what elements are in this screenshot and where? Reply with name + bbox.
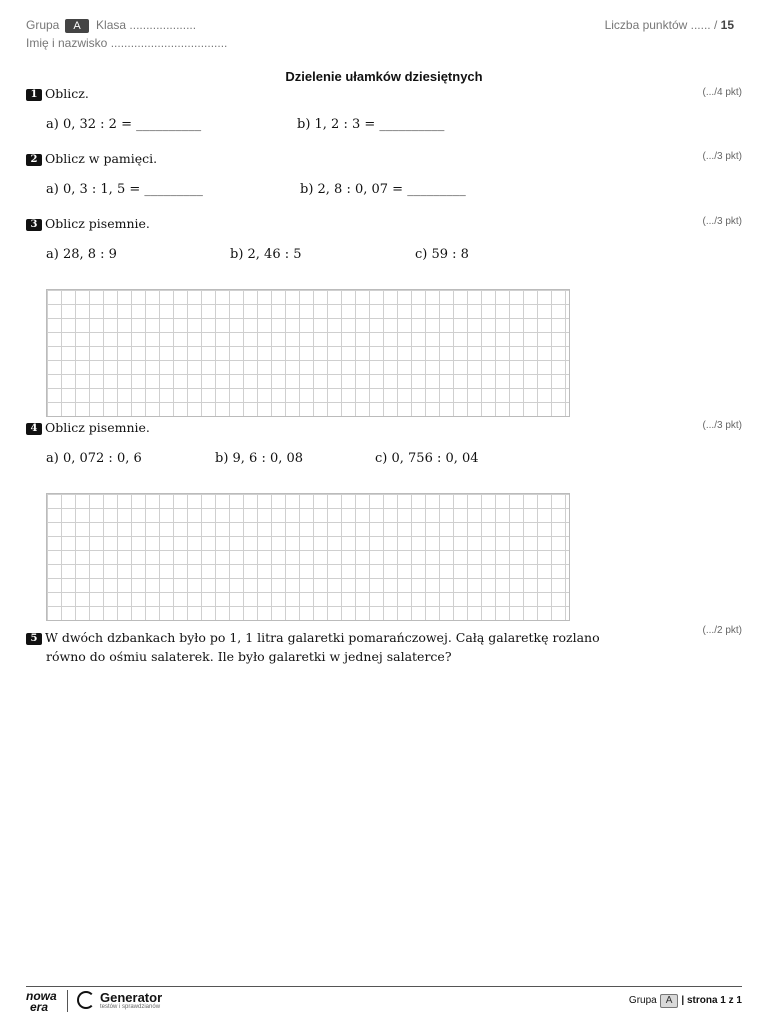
name-label: Imię i nazwisko ................................... — [26, 36, 228, 50]
task-2-heading — [26, 151, 157, 166]
task-4-number: 4 — [26, 423, 42, 435]
points-summary — [605, 18, 734, 32]
task-4-points: (.../3 pkt) — [702, 420, 742, 431]
page-title: Dzielenie ułamków dziesiętnych — [285, 69, 483, 84]
task-3-grid[interactable] — [46, 289, 570, 417]
header-group-class — [26, 18, 196, 33]
generator-logo — [100, 991, 162, 1011]
task-3-item-b: b) 2, 46 : 5 — [230, 247, 302, 262]
generator-g-icon — [77, 991, 95, 1009]
task-4-item-c: c) 0, 756 : 0, 04 — [375, 451, 479, 466]
footer-page-info — [629, 994, 742, 1008]
task-3-number: 3 — [26, 219, 42, 231]
generator-subtitle: testów i sprawdzianów — [100, 1004, 161, 1010]
task-2-text: Oblicz w pamięci. — [45, 151, 158, 166]
task-1-item-b: b) 1, 2 : 3 = __________ — [297, 117, 445, 132]
task-3-text: Oblicz pisemnie. — [45, 216, 150, 231]
task-5-text-line1: W dwóch dzbankach było po 1, 1 litra galaretki pomarańczowej. Całą galaretkę rozlano — [45, 630, 600, 645]
task-2-item-a: a) 0, 3 : 1, 5 = _________ — [46, 182, 203, 197]
task-3-heading — [26, 216, 150, 231]
group-label: Grupa — [26, 18, 60, 32]
task-4-item-b: b) 9, 6 : 0, 08 — [215, 451, 304, 466]
class-label: Klasa .................... — [96, 18, 197, 32]
generator-title: Generator — [100, 990, 163, 1005]
task-2-points: (.../3 pkt) — [702, 151, 742, 162]
task-1-text: Oblicz. — [45, 86, 89, 101]
points-label: Liczba punktów ...... / — [604, 18, 718, 32]
nowa-era-logo — [26, 991, 57, 1013]
logo-separator — [67, 990, 68, 1012]
task-1-heading — [26, 86, 89, 101]
task-3-points: (.../3 pkt) — [702, 216, 742, 227]
footer-group-badge: A — [660, 994, 679, 1008]
nowa-era-logo-line2: era — [30, 1000, 49, 1014]
task-1-points: (.../4 pkt) — [702, 87, 742, 98]
task-5-text-line2: równo do ośmiu salaterek. Ile było galaretki w jednej salaterce? — [46, 649, 452, 664]
task-4-grid[interactable] — [46, 493, 570, 621]
task-2-item-b: b) 2, 8 : 0, 07 = _________ — [300, 182, 466, 197]
task-5-number: 5 — [26, 633, 42, 645]
group-badge: A — [65, 19, 88, 33]
task-1-item-a: a) 0, 32 : 2 = __________ — [46, 117, 202, 132]
task-3-item-c: c) 59 : 8 — [415, 247, 469, 262]
task-4-item-a: a) 0, 072 : 0, 6 — [46, 451, 142, 466]
task-5-points: (.../2 pkt) — [702, 625, 742, 636]
footer-group-label: Grupa — [628, 995, 657, 1006]
nowa-era-logo-line1: nowa — [26, 989, 57, 1003]
task-3-item-a: a) 28, 8 : 9 — [46, 247, 117, 262]
footer-divider — [26, 986, 742, 987]
points-total: 15 — [720, 18, 734, 32]
task-4-heading — [26, 420, 150, 435]
task-5-heading — [26, 628, 666, 666]
task-4-text: Oblicz pisemnie. — [45, 420, 150, 435]
task-2-number: 2 — [26, 154, 42, 166]
task-1-number: 1 — [26, 89, 42, 101]
footer-page-label: | strona 1 z 1 — [681, 995, 742, 1006]
